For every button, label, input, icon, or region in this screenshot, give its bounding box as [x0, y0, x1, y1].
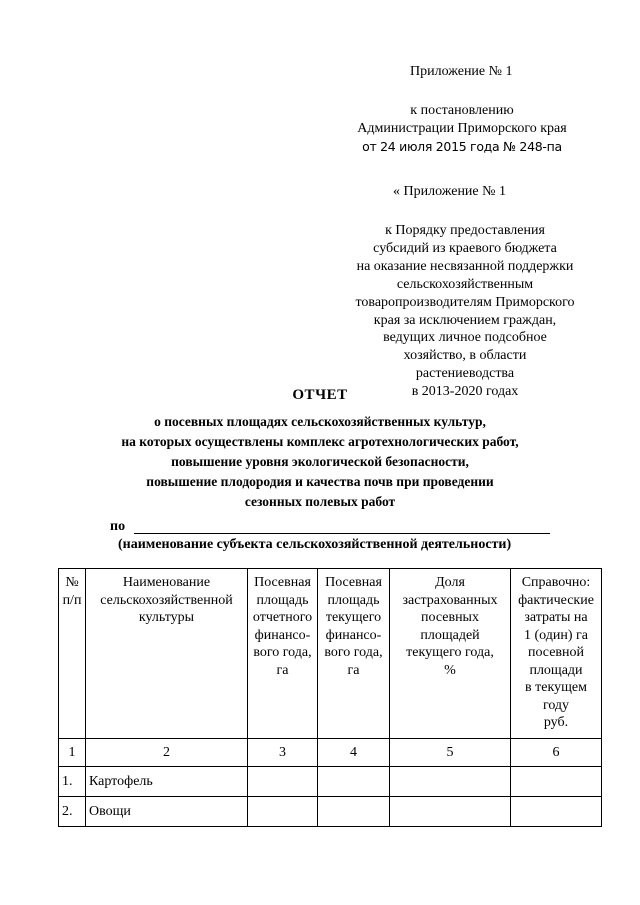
row-number: 1.	[59, 767, 86, 797]
subtitle-line: сезонных полевых работ	[244, 494, 396, 509]
empty-cell[interactable]	[390, 767, 511, 797]
entity-blank-line	[134, 533, 550, 534]
entity-hint: (наименование субъекта сельскохозяйственной деятельности)	[118, 537, 512, 552]
empty-cell[interactable]	[318, 797, 390, 827]
empty-cell[interactable]	[248, 797, 318, 827]
procedure-line: к Порядку предоставления	[385, 223, 545, 238]
column-number: 1	[59, 739, 86, 767]
header-cell-actual-costs: Справочно: фактические затраты на 1 (один) га посевной площади в текущем году руб.	[511, 569, 602, 739]
decree-reference	[320, 102, 604, 156]
procedure-line: товаропроизводителям Приморского	[355, 294, 575, 310]
empty-cell[interactable]	[390, 797, 511, 827]
decree-line: к постановлению	[410, 103, 514, 118]
header-cell-crop-name: Наименование сельскохозяйственной культуры	[86, 569, 248, 739]
subtitle-line: о посевных площадях сельскохозяйственных культур,	[154, 414, 486, 429]
crop-name: Овощи	[86, 797, 248, 827]
procedure-line: хозяйство, в области	[403, 348, 527, 364]
by-label: по	[110, 519, 126, 534]
column-number: 5	[390, 739, 511, 767]
report-subtitle	[70, 412, 570, 512]
entity-field[interactable]	[110, 519, 550, 535]
procedure-line: растениеводства	[415, 366, 515, 382]
column-number-row	[59, 739, 602, 767]
empty-cell[interactable]	[248, 767, 318, 797]
column-number: 2	[86, 739, 248, 767]
crop-name: Картофель	[86, 767, 248, 797]
decree-date: от 24 июля 2015 года № 248-па	[362, 139, 562, 154]
column-number: 4	[318, 739, 390, 767]
subtitle-line: на которых осуществлены комплекс агротехнологических работ,	[121, 434, 519, 449]
header-cell-area-reporting-year: Посевная площадь отчетного финансо- вого года, га	[248, 569, 318, 739]
row-number: 2.	[59, 797, 86, 827]
procedure-annex-title: « Приложение № 1	[393, 184, 506, 199]
empty-cell[interactable]	[318, 767, 390, 797]
empty-cell[interactable]	[511, 767, 602, 797]
header-cell-number: № п/п	[59, 569, 86, 739]
subtitle-line: повышение уровня экологической безопасности,	[171, 454, 469, 469]
procedure-line: субсидий из краевого бюджета	[373, 240, 557, 256]
report-title: ОТЧЕТ	[292, 387, 348, 403]
column-number: 3	[248, 739, 318, 767]
decree-line: Администрации Приморского края	[357, 121, 567, 136]
table-header-row	[59, 569, 602, 739]
report-table	[58, 568, 602, 827]
procedure-line: края за исключением граждан,	[373, 312, 557, 328]
procedure-reference	[330, 222, 600, 401]
header-cell-insured-share: Доля застрахованных посевных площадей текущего года, %	[390, 569, 511, 739]
subtitle-line: повышение плодородия и качества почв при проведении	[146, 474, 494, 489]
procedure-line: сельскохозяйственным	[396, 276, 534, 292]
header-cell-area-current-year: Посевная площадь текущего финансо- вого года, га	[318, 569, 390, 739]
procedure-line: в 2013-2020 годах	[411, 384, 519, 400]
empty-cell[interactable]	[511, 797, 602, 827]
table-row	[59, 767, 602, 797]
annex-title: Приложение № 1	[410, 64, 513, 79]
column-number: 6	[511, 739, 602, 767]
procedure-line: ведущих личное подсобное	[383, 330, 547, 346]
table-row	[59, 797, 602, 827]
procedure-line: на оказание несвязанной поддержки	[356, 258, 574, 274]
